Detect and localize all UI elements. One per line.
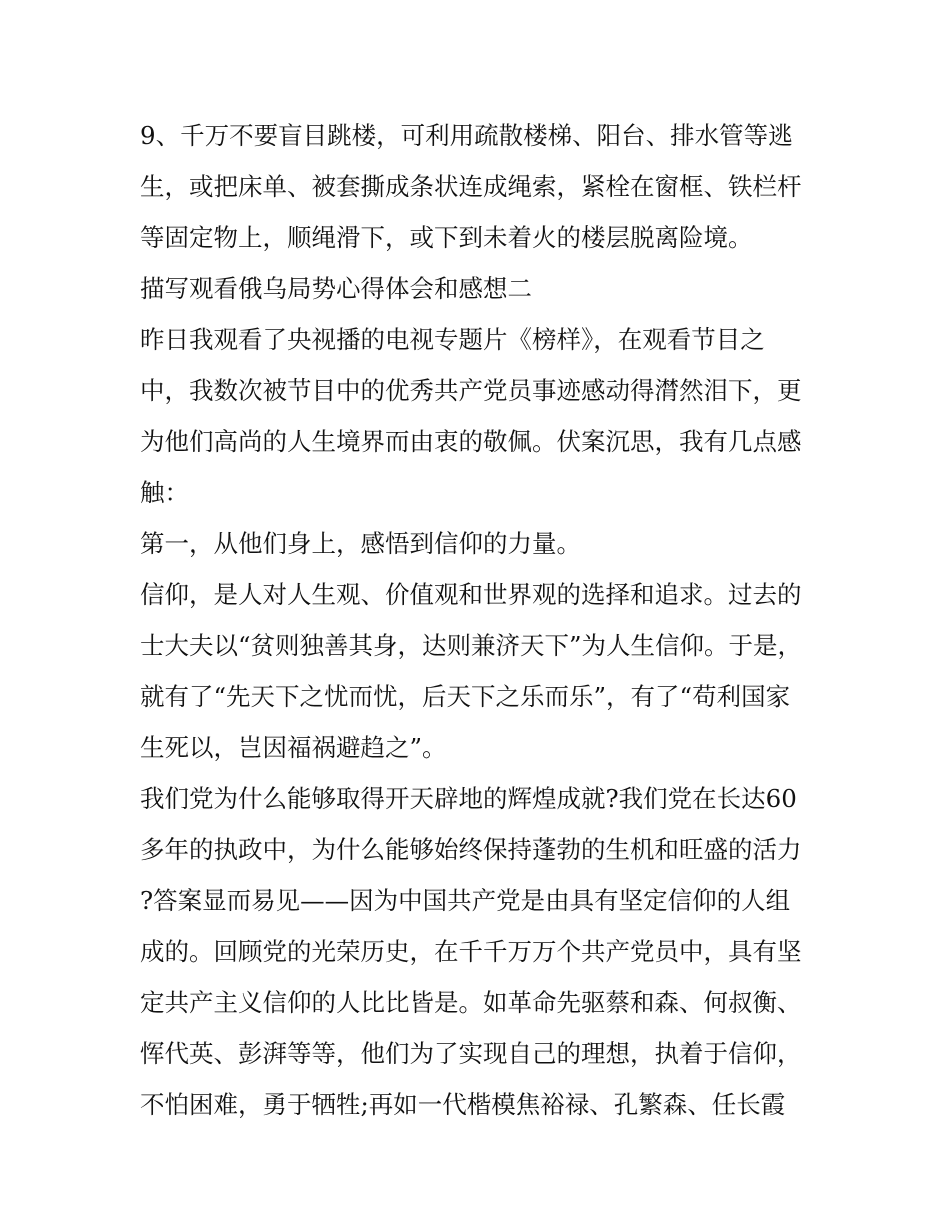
text-line: 生死以，岂因福祸避趋之”。 xyxy=(140,733,447,762)
text-line: 多年的执政中，为什么能够始终保持蓬勃的生机和旺盛的活力 xyxy=(140,835,802,864)
text-line: 我们党为什么能够取得开天辟地的辉煌成就?我们党在长达60 xyxy=(140,784,797,813)
text-line: 等固定物上，顺绳滑下，或下到未着火的楼层脱离险境。 xyxy=(140,223,753,252)
text-line: 不怕困难，勇于牺牲;再如一代楷模焦裕禄、孔繁森、任长霞 xyxy=(140,1090,786,1119)
text-line: 中，我数次被节目中的优秀共产党员事迹感动得潸然泪下，更 xyxy=(140,376,802,405)
text-line: ?答案显而易见——因为中国共产党是由具有坚定信仰的人组 xyxy=(140,886,791,915)
text-line: 信仰，是人对人生观、价值观和世界观的选择和追求。过去的 xyxy=(140,580,802,609)
text-line: 为他们高尚的人生境界而由衷的敬佩。伏案沉思，我有几点感 xyxy=(140,427,802,456)
text-line: 定共产主义信仰的人比比皆是。如革命先驱蔡和森、何叔衡、 xyxy=(140,988,802,1017)
text-line: 第一，从他们身上，感悟到信仰的力量。 xyxy=(140,529,581,558)
text-line: 就有了“先天下之忧而忧，后天下之乐而乐”，有了“苟利国家 xyxy=(140,682,791,711)
text-line: 昨日我观看了央视播的电视专题片《榜样》，在观看节目之 xyxy=(140,325,765,354)
text-line: 触： xyxy=(140,478,189,507)
text-line: 成的。回顾党的光荣历史，在千千万万个共产党员中，具有坚 xyxy=(140,937,802,966)
text-line: 9、千万不要盲目跳楼，可利用疏散楼梯、阳台、排水管等逃 xyxy=(140,121,793,150)
section-heading: 描写观看俄乌局势心得体会和感想二 xyxy=(140,274,532,303)
text-line: 恽代英、彭湃等等，他们为了实现自己的理想，执着于信仰， xyxy=(140,1039,802,1068)
text-line: 生，或把床单、被套撕成条状连成绳索，紧栓在窗框、铁栏杆 xyxy=(140,172,802,201)
document-body xyxy=(140,110,820,1130)
text-line: 士大夫以“贫则独善其身，达则兼济天下”为人生信仰。于是， xyxy=(140,631,803,660)
